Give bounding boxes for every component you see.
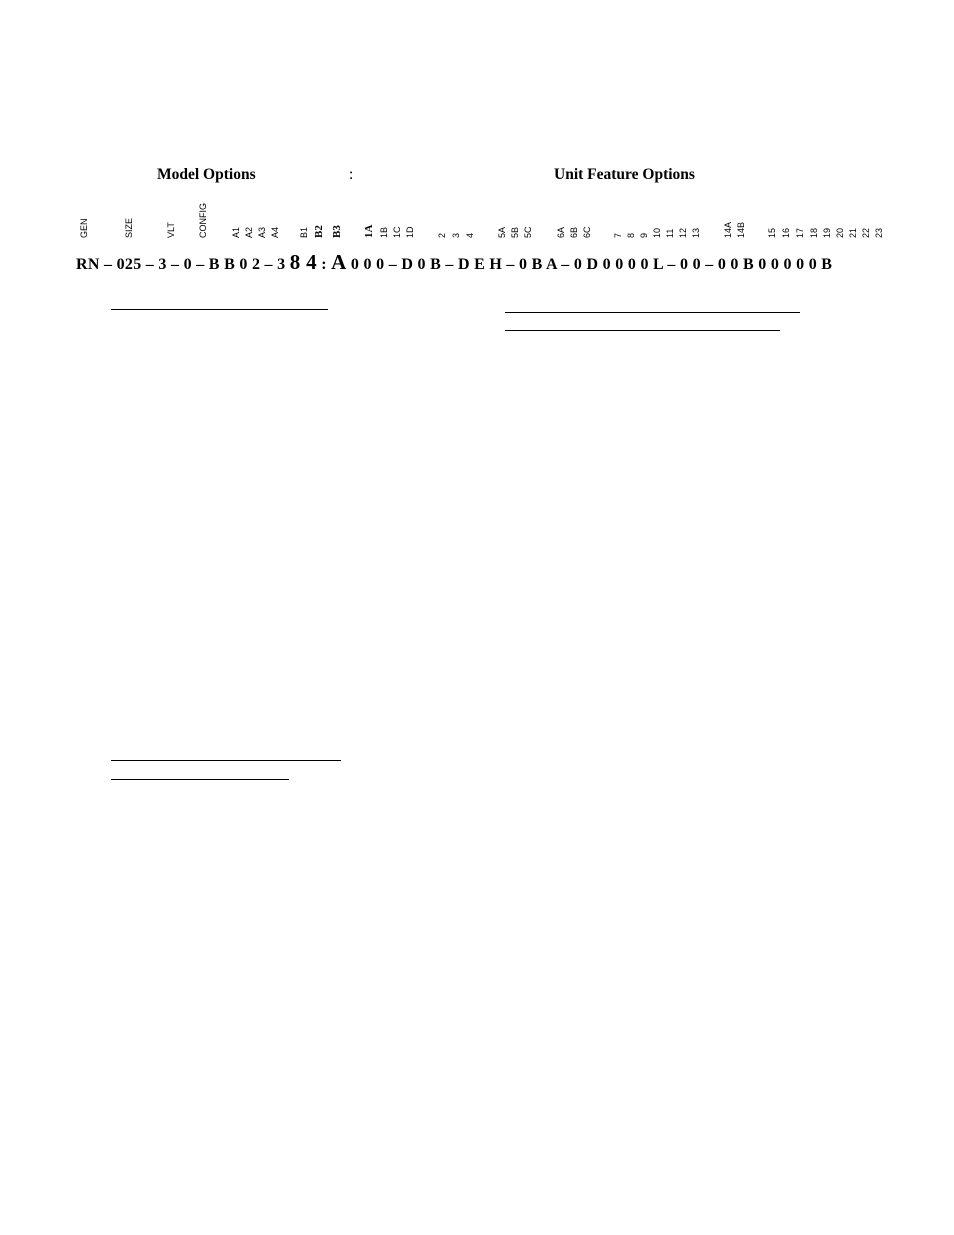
label-4: 4 [465, 232, 475, 238]
label-1b: 1B [379, 226, 389, 238]
heading-unit-feature-options: Unit Feature Options [554, 166, 695, 183]
blank-line-5 [111, 779, 289, 780]
model-number-code [76, 250, 832, 275]
label-7: 7 [613, 232, 623, 238]
label-22: 22 [861, 227, 871, 238]
blank-line-2 [505, 312, 800, 313]
label-14a: 14A [723, 221, 733, 238]
label-a4: A4 [270, 226, 280, 238]
label-5b: 5B [510, 226, 520, 238]
label-config: CONFIG [198, 203, 208, 238]
label-16: 16 [781, 227, 791, 238]
label-a3: A3 [257, 226, 267, 238]
label-11: 11 [665, 228, 675, 238]
label-6b: 6B [569, 226, 579, 238]
blank-line-3 [505, 330, 780, 331]
label-6c: 6C [582, 226, 592, 238]
code-highlight-1a: A [331, 250, 347, 274]
code-separator: : [316, 256, 332, 273]
code-feature-part: 0 0 0 – D 0 B – D E H – 0 B A – 0 D 0 0 0 0 L – 0 0 – 0 0 B 0 0 0 0 0 B [346, 256, 833, 273]
label-size: SIZE [124, 217, 134, 238]
label-19: 19 [822, 227, 832, 238]
label-8: 8 [626, 232, 636, 238]
label-1a: 1A [363, 224, 375, 238]
label-5a: 5A [497, 226, 507, 238]
label-12: 12 [678, 227, 688, 238]
label-15: 15 [767, 227, 777, 238]
label-1d: 1D [405, 226, 415, 238]
label-a2: A2 [244, 226, 254, 238]
label-13: 13 [691, 227, 701, 238]
label-23: 23 [874, 227, 884, 238]
label-vlt: VLT [166, 222, 176, 238]
label-6a: 6A [556, 226, 566, 238]
label-2: 2 [437, 232, 447, 238]
label-1c: 1C [392, 226, 402, 238]
heading-separator: : [349, 166, 354, 183]
label-10: 10 [652, 227, 662, 238]
label-b1: B1 [299, 226, 309, 238]
label-20: 20 [835, 227, 845, 238]
heading-model-options: Model Options [157, 166, 256, 183]
label-a1: A1 [231, 226, 241, 238]
blank-line-1 [111, 309, 328, 310]
label-21: 21 [848, 227, 858, 238]
code-model-part: RN – 025 – 3 – 0 – B B 0 2 – 3 [76, 256, 290, 273]
label-14b: 14B [736, 221, 746, 238]
label-b2: B2 [313, 225, 325, 238]
label-3: 3 [451, 232, 461, 238]
label-18: 18 [809, 227, 819, 238]
label-b3: B3 [331, 225, 343, 238]
label-gen: GEN [79, 218, 89, 238]
label-5c: 5C [523, 226, 533, 238]
code-highlight-b2-b3: 8 4 [289, 250, 317, 274]
label-17: 17 [795, 227, 805, 238]
blank-line-4 [111, 760, 341, 761]
label-9: 9 [639, 232, 649, 238]
